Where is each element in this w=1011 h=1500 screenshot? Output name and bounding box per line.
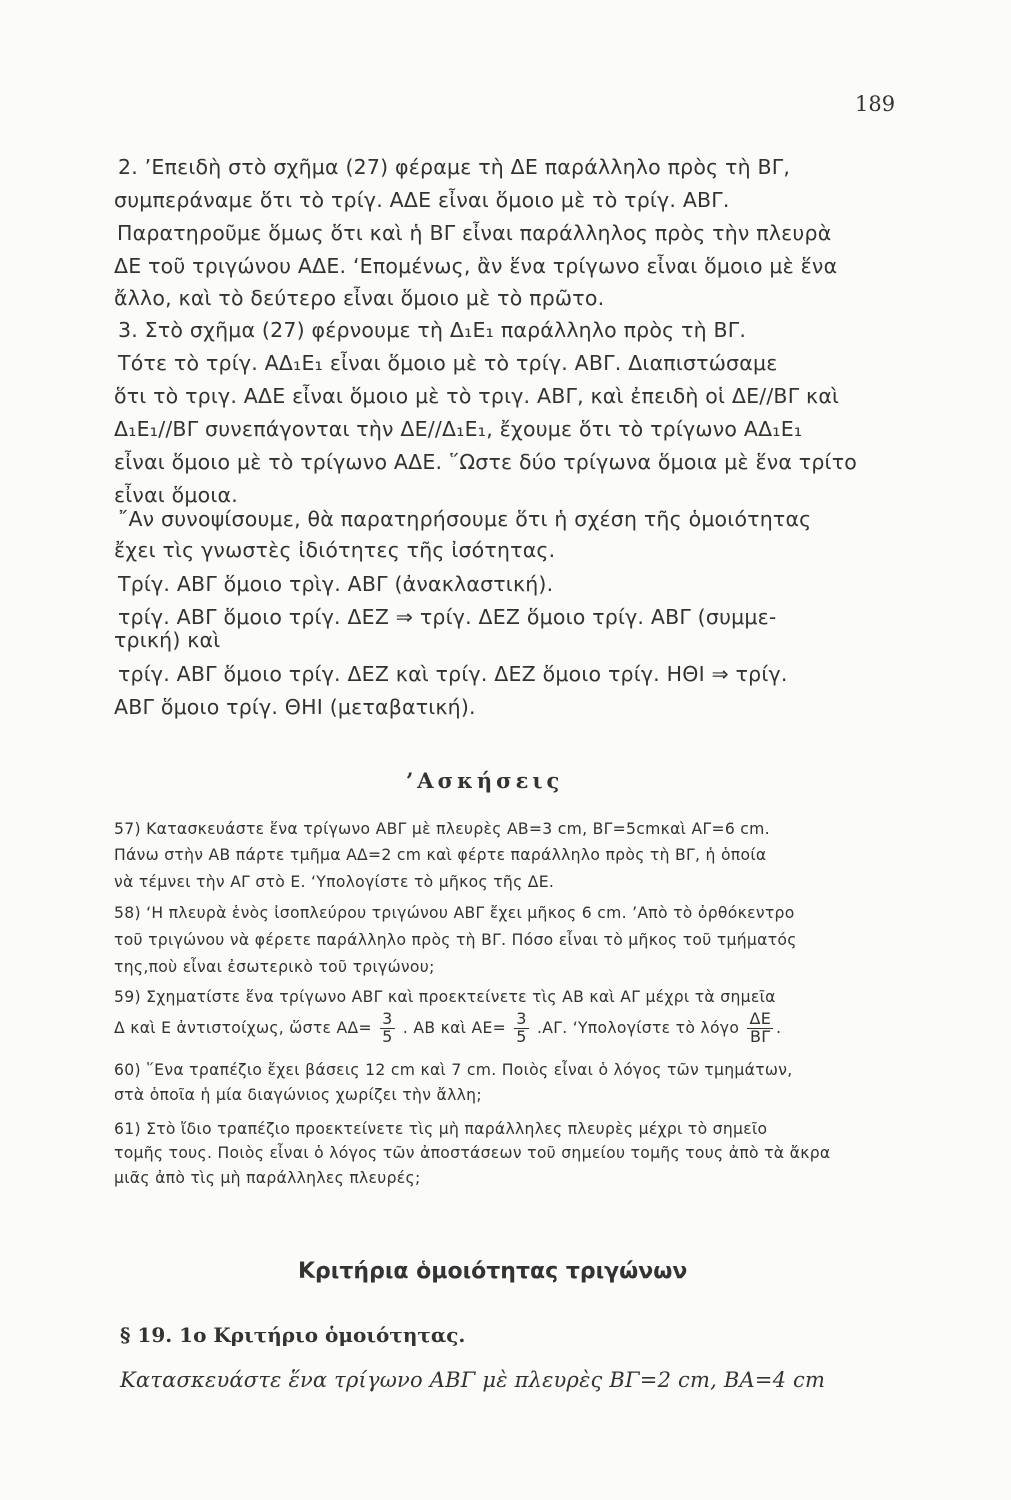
body-line: τρίγ. ΑΒΓ ὅμοιο τρίγ. ΔΕΖ καὶ τρίγ. ΔΕΖ ὅμοιο τρίγ. ΗΘΙ ⇒ τρίγ. [118, 662, 788, 686]
fraction-numerator: 3 [516, 1009, 527, 1028]
section-title: § 19. 1ο Κριτήριο ὁμοιότητας. [120, 1323, 466, 1347]
exercises-heading: ’Ασκήσεις [406, 768, 564, 793]
fraction-denominator: 5 [382, 1026, 393, 1046]
fraction-numerator: ΔΕ [749, 1009, 772, 1028]
ex59-text-a: Δ καὶ Ε ἀντιστοίχως, ὥστε ΑΔ= [114, 1018, 372, 1037]
body-line: ΔΕ τοῦ τριγώνου ΑΔΕ. ‘Επομένως, ἂν ἕνα τρίγωνο εἶναι ὅμοιο μὲ ἕνα [114, 254, 838, 278]
exercise-line: Πάνω στὴν ΑΒ πάρτε τμῆμα ΑΔ=2 cm καὶ φέρτε παράλληλο πρὸς τὴ ΒΓ, ἡ ὁποία [114, 846, 767, 864]
criteria-title: Κριτήρια ὁμοιότητας τριγώνων [298, 1259, 688, 1284]
exercise-line: νὰ τέμνει τὴν ΑΓ στὸ Ε. ‘Υπολογίστε τὸ μῆκος τῆς ΔΕ. [114, 873, 555, 891]
body-line: συμπεράναμε ὅτι τὸ τρίγ. ΑΔΕ εἶναι ὅμοιο μὲ τὸ τρίγ. ΑΒΓ. [114, 188, 730, 212]
exercise-line: τοῦ τριγώνου νὰ φέρετε παράλληλο πρὸς τὴ ΒΓ. Πόσο εἶναι τὸ μῆκος τοῦ τμήματός [114, 931, 797, 949]
ex59-text-b: . ΑΒ καὶ ΑΕ= [402, 1018, 506, 1037]
body-line: εἶναι ὅμοια. [114, 483, 238, 507]
ex59-text-c: .ΑΓ. ‘Υπολογίστε τὸ λόγο [536, 1018, 740, 1037]
exercise-line: μιᾶς ἀπὸ τὶς μὴ παράλληλες πλευρές; [114, 1169, 421, 1187]
body-line: Τότε τὸ τρίγ. ΑΔ₁Ε₁ εἶναι ὅμοιο μὲ τὸ τρίγ. ΑΒΓ. Διαπιστώσαμε [118, 351, 778, 375]
body-line: Τρίγ. ΑΒΓ ὅμοιο τρὶγ. ΑΒΓ (ἀνακλαστική). [118, 572, 554, 596]
body-line: ὅτι τὸ τριγ. ΑΔΕ εἶναι ὅμοιο μὲ τὸ τριγ. ΑΒΓ, καὶ ἐπειδὴ οἱ ΔΕ//ΒΓ καὶ [114, 384, 840, 408]
fraction-3-5 [380, 1011, 394, 1046]
exercise-line: στὰ ὁποῖα ἡ μία διαγώνιος χωρίζει τὴν ἄλλη; [114, 1086, 482, 1104]
body-line: τρίγ. ΑΒΓ ὅμοιο τρίγ. ΔΕΖ ⇒ τρίγ. ΔΕΖ ὅμοιο τρίγ. ΑΒΓ (συμμε- [118, 605, 777, 629]
last-line: Κατασκευάστε ἕνα τρίγωνο ΑΒΓ μὲ πλευρὲς ΒΓ=2 cm, ΒΑ=4 cm [120, 1368, 826, 1392]
fraction-denominator: 5 [516, 1026, 527, 1046]
body-line: ΑΒΓ ὅμοιο τρίγ. ΘΗΙ (μεταβατική). [114, 695, 476, 719]
exercise-line: 61) Στὸ ἴδιο τραπέζιο προεκτείνετε τὶς μὴ παράλληλες πλευρὲς μέχρι τὸ σημεῖο [114, 1120, 768, 1138]
page-number: 189 [855, 92, 896, 116]
fraction-3-5 [514, 1011, 528, 1046]
exercise-59-line [114, 1011, 781, 1046]
fraction-numerator: 3 [382, 1009, 393, 1028]
exercise-line: της,ποὺ εἶναι ἐσωτερικὸ τοῦ τριγώνου; [114, 958, 435, 976]
fraction-denominator: ΒΓ [750, 1026, 771, 1046]
fraction-de-bg [747, 1011, 773, 1046]
body-line: τρική) καὶ [114, 628, 221, 652]
exercise-line: 57) Κατασκευάστε ἕνα τρίγωνο ΑΒΓ μὲ πλευρὲς ΑΒ=3 cm, ΒΓ=5cmκαὶ ΑΓ=6 cm. [114, 820, 770, 838]
body-line: ἄλλο, καὶ τὸ δεύτερο εἶναι ὅμοιο μὲ τὸ πρῶτο. [114, 286, 605, 310]
body-line: ῎Αν συνοψίσουμε, θὰ παρατηρήσουμε ὅτι ἡ σχέση τῆς ὁμοιότητας [118, 507, 812, 531]
exercise-line: 60) ῞Ενα τραπέζιο ἔχει βάσεις 12 cm καὶ 7 cm. Ποιὸς εἶναι ὁ λόγος τῶν τμημάτων, [114, 1061, 793, 1079]
ex59-text-d: . [776, 1018, 782, 1037]
body-line: 2. ’Επειδὴ στὸ σχῆμα (27) φέραμε τὴ ΔΕ παράλληλο πρὸς τὴ ΒΓ, [118, 155, 791, 179]
body-line: ἔχει τὶς γνωστὲς ἰδιότητες τῆς ἰσότητας. [114, 538, 556, 562]
body-line: εἶναι ὅμοιο μὲ τὸ τρίγωνο ΑΔΕ. ῞Ωστε δύο τρίγωνα ὅμοια μὲ ἕνα τρίτο [114, 450, 857, 474]
body-line: Δ₁Ε₁//ΒΓ συνεπάγονται τὴν ΔΕ//Δ₁Ε₁, ἔχουμε ὅτι τὸ τρίγωνο ΑΔ₁Ε₁ [114, 417, 803, 441]
exercise-line: τομῆς τους. Ποιὸς εἶναι ὁ λόγος τῶν ἀποστάσεων τοῦ σημείου τομῆς τους ἀπὸ τὰ ἄκρα [114, 1144, 831, 1162]
body-line: 3. Στὸ σχῆμα (27) φέρνουμε τὴ Δ₁Ε₁ παράλληλο πρὸς τὴ ΒΓ. [118, 318, 747, 342]
exercise-line: 59) Σχηματίστε ἕνα τρίγωνο ΑΒΓ καὶ προεκτείνετε τὶς ΑΒ καὶ ΑΓ μέχρι τὰ σημεῖα [114, 988, 776, 1006]
body-line: Παρατηροῦμε ὅμως ὅτι καὶ ἡ ΒΓ εἶναι παράλληλος πρὸς τὴν πλευρὰ [117, 221, 832, 245]
exercise-line: 58) ‘Η πλευρὰ ἑνὸς ἰσοπλεύρου τριγώνου ΑΒΓ ἔχει μῆκος 6 cm. ’Απὸ τὸ ὀρθόκεντρο [114, 904, 795, 922]
